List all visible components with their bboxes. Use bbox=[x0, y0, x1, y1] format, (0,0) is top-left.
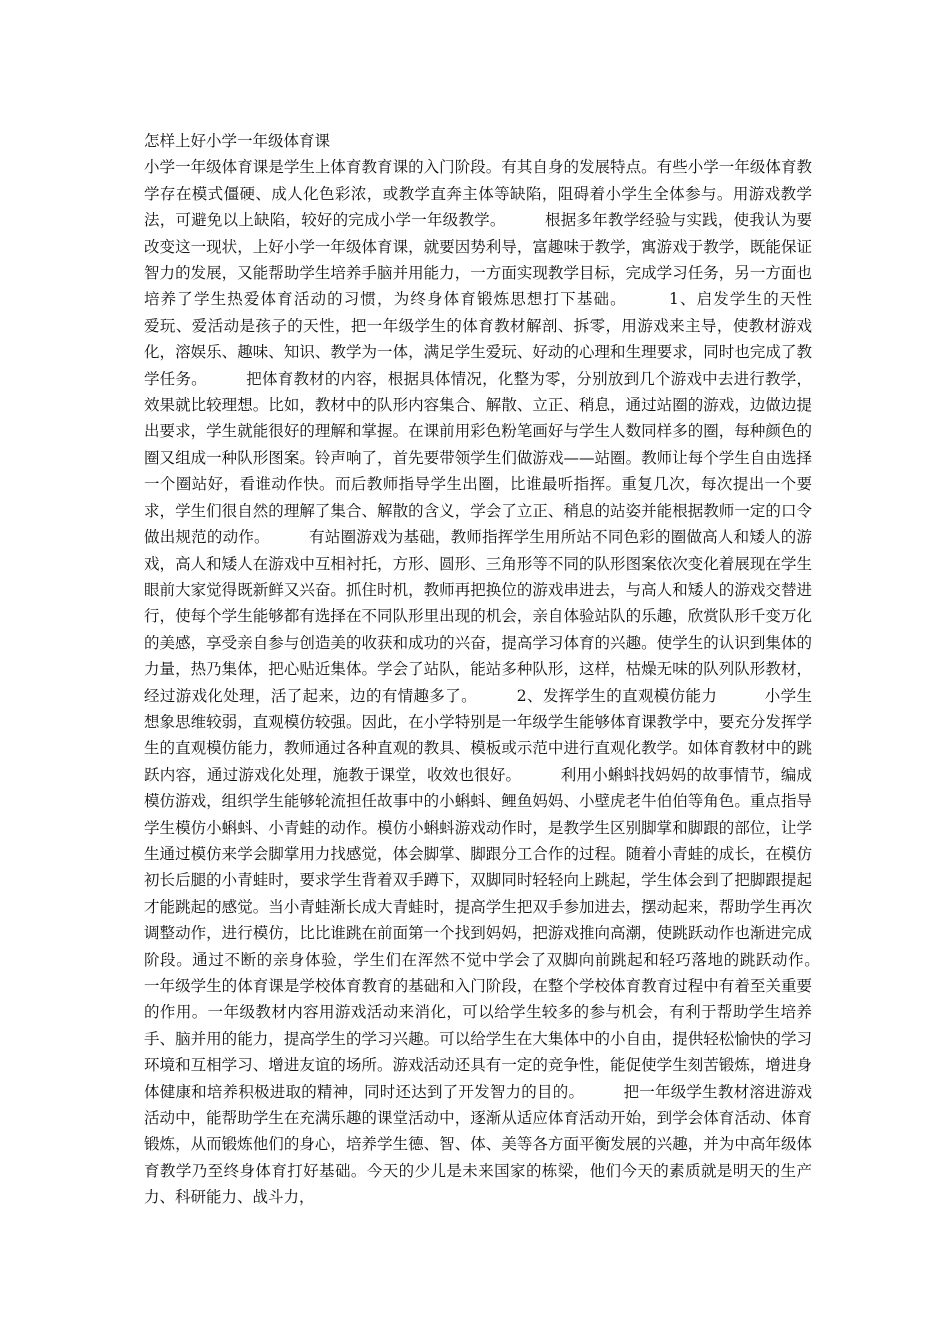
document-body: 小学一年级体育课是学生上体育教育课的入门阶段。有其自身的发展特点。有些小学一年级体育教学存在模式僵硬、成人化色彩浓，或教学直奔主体等缺陷，阻碍着小学生全体参与。用游戏教学法，可避免以上缺陷，较好的完成小学一年级教学。 根据多年教学经验与实践，使我认为要改变这一现状，上好小学一年级体育课，就要因势利导，富趣味于教学，寓游戏于教学，既能保证智力的发展，又能帮助学生培养手脑并用能力，一方面实现教学目标，完成学习任务，另一方面也培养了学生热爱体育活动的习惯，为终身体育锻炼思想打下基础。 1、启发学生的天性 爱玩、爱活动是孩子的天性，把一年级学生的体育教材解剖、拆零，用游戏来主导，使教材游戏化，溶娱乐、趣味、知识、教学为一体，满足学生爱玩、好动的心理和生理要求，同时也完成了教学任务。 把体育教材的内容，根据具体情况，化整为零，分别放到几个游戏中去进行教学，效果就比较理想。比如，教材中的队形内容集合、解散、立正、稍息，通过站圈的游戏，边做边提出要求，学生就能很好的理解和掌握。在课前用彩色粉笔画好与学生人数同样多的圈，每种颜色的圈又组成一种队形图案。铃声响了，首先要带领学生们做游戏——站圈。教师让每个学生自由选择一个圈站好，看谁动作快。而后教师指导学生出圈，比谁最听指挥。重复几次，每次提出一个要求，学生们很自然的理解了集合、解散的含义，学会了立正、稍息的站姿并能根据教师一定的口令做出规范的动作。 有站圈游戏为基础，教师指挥学生用所站不同色彩的圈做高人和矮人的游戏，高人和矮人在游戏中互相衬托，方形、圆形、三角形等不同的队形图案依次变化着展现在学生眼前大家觉得既新鲜又兴奋。抓住时机，教师再把换位的游戏串进去，与高人和矮人的游戏交替进行，使每个学生能够都有选择在不同队形里出现的机会，亲自体验站队的乐趣，欣赏队形千变万化的美感，享受亲自参与创造美的收获和成功的兴奋，提高学习体育的兴趣。使学生的认识到集体的力量，热乃集体，把心贴近集体。学会了站队，能站多种队形，这样，枯燥无味的队列队形教材，经过游戏化处理，活了起来，边的有情趣多了。 2、发挥学生的直观模仿能力 小学生想象思维较弱，直观模仿较强。因此，在小学特别是一年级学生能够体育课教学中，要充分发挥学生的直观模仿能力，教师通过各种直观的教具、模板或示范中进行直观化教学。如体育教材中的跳跃内容，通过游戏化处理，施教于课堂，收效也很好。 利用小蝌蚪找妈妈的故事情节，编成模仿游戏，组织学生能够轮流担任故事中的小蝌蚪、鲤鱼妈妈、小壁虎老牛伯伯等角色。重点指导学生模仿小蝌蚪、小青蛙的动作。模仿小蝌蚪游戏动作时，是教学生区别脚掌和脚跟的部位，让学生通过模仿来学会脚掌用力找感觉，体会脚掌、脚跟分工合作的过程。随着小青蛙的成长，在模仿初长后腿的小青蛙时，要求学生背着双手蹲下，双脚同时轻轻向上跳起，学生体会到了把脚跟提起才能跳起的感觉。当小青蛙渐长成大青蛙时，提高学生把双手参加进去，摆动起来，帮助学生再次调整动作，进行模仿，比比谁跳在前面第一个找到妈妈，把游戏推向高潮，使跳跃动作也渐进完成阶段。通过不断的亲身体验，学生们在浑然不觉中学会了双脚向前跳起和轻巧落地的跳跃动作。 一年级学生的体育课是学校体育教育的基础和入门阶段，在整个学校体育教育过程中有着至关重要的作用。一年级教材内容用游戏活动来消化，可以给学生较多的参与机会，有利于帮助学生培养手、脑并用的能力，提高学生的学习兴趣。可以给学生在大集体中的小自由，提供轻松愉快的学习环境和互相学习、增进友谊的场所。游戏活动还具有一定的竞争性，能促使学生刻苦锻炼，增进身体健康和培养积极进取的精神，同时还达到了开发智力的目的。 把一年级学生教材溶进游戏活动中，能帮助学生在充满乐趣的课堂活动中，逐渐从适应体育活动开始，到学会体育活动、体育锻炼，从而锻炼他们的身心，培养学生德、智、体、美等各方面平衡发展的兴趣，并为中高年级体育教学乃至终身体育打好基础。今天的少儿是未来国家的栋梁，他们今天的素质就是明天的生产力、科研能力、战斗力， bbox=[144, 158, 859, 1207]
document-content bbox=[144, 128, 859, 1211]
document-title: 怎样上好小学一年级体育课 bbox=[144, 132, 331, 150]
